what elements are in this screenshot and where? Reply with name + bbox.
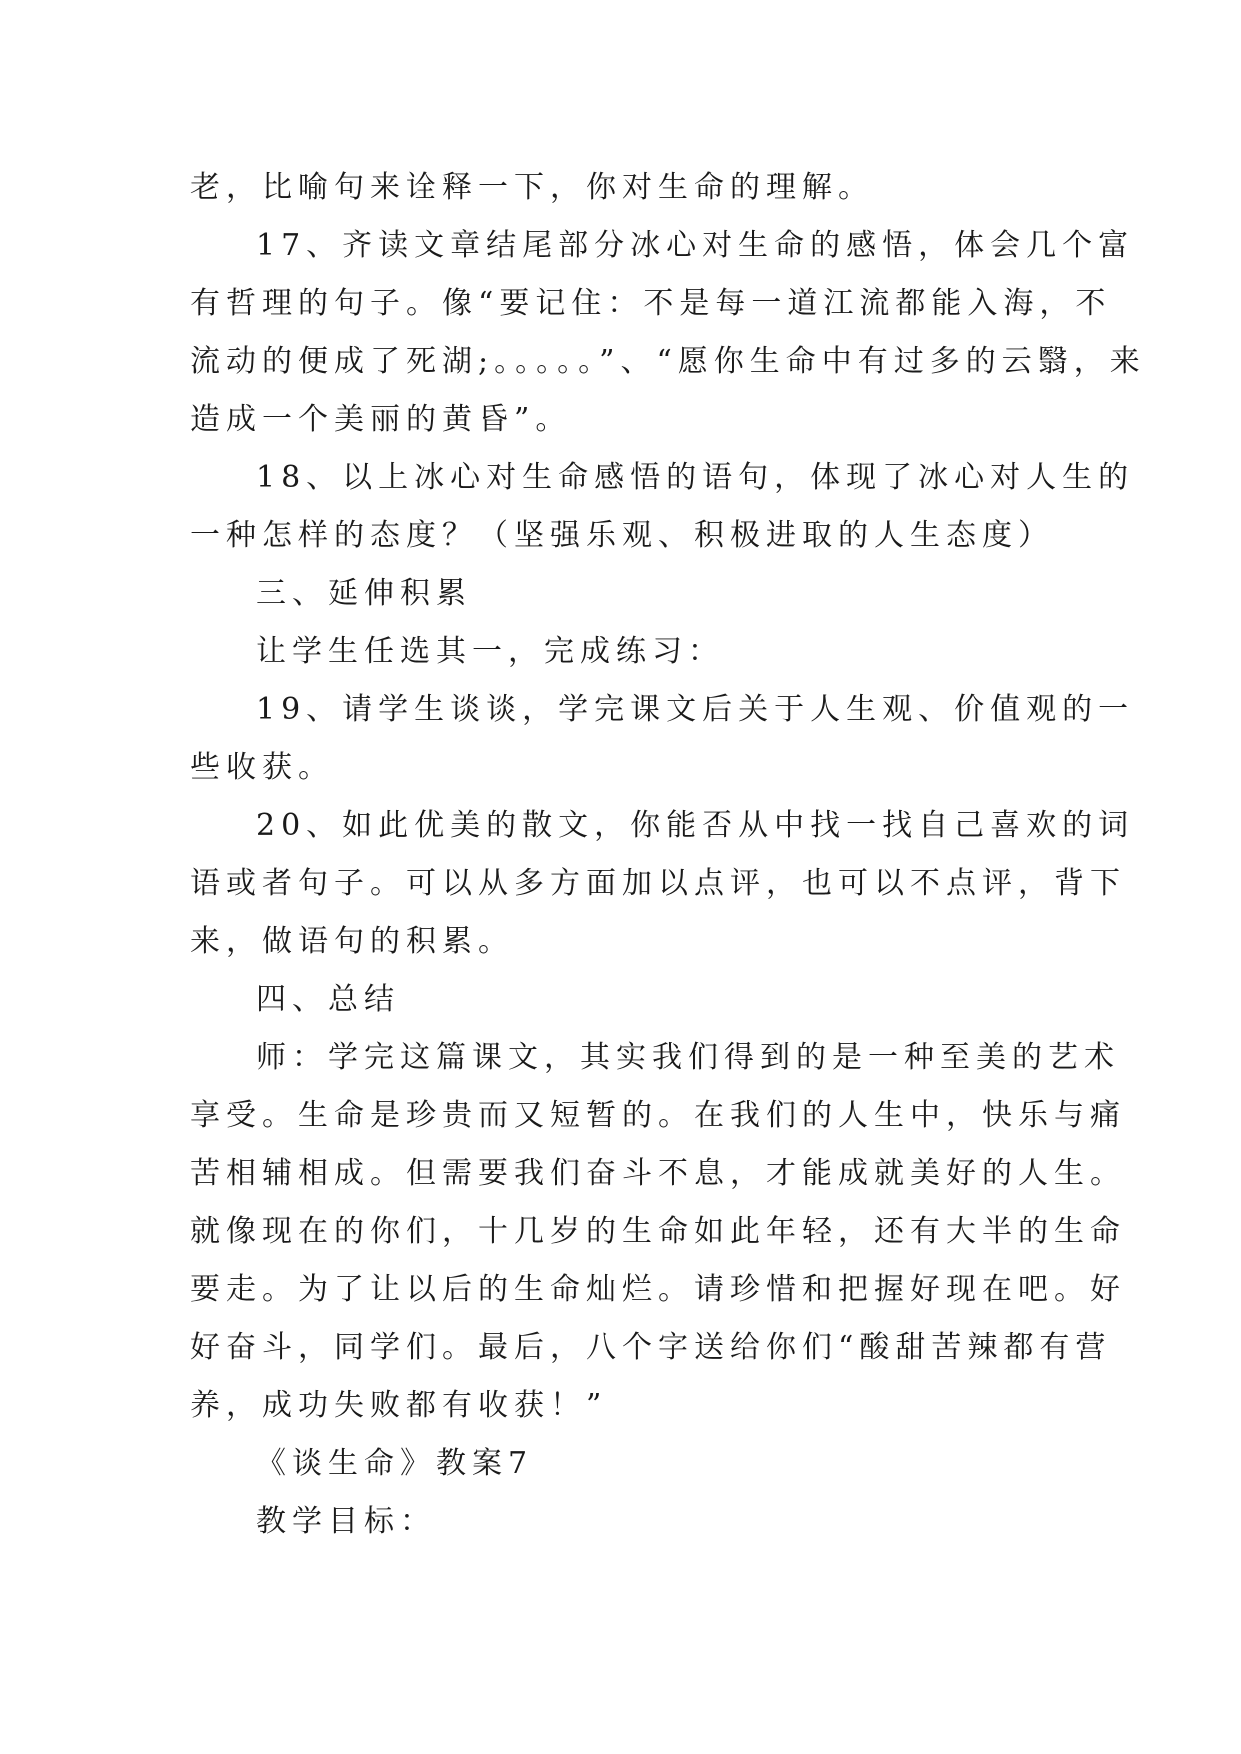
text-line: 有哲理的句子。像“要记住：不是每一道江流都能入海，不 [190, 286, 1112, 321]
text-line: 享受。生命是珍贵而又短暂的。在我们的人生中，快乐与痛 [190, 1098, 1126, 1133]
text-line: 造成一个美丽的黄昏”。 [190, 402, 572, 437]
text-line: 让学生任选其一，完成练习： [256, 634, 724, 669]
text-line: 养，成功失败都有收获！” [190, 1388, 608, 1423]
document-title: 《谈生命》教案7 [256, 1446, 534, 1481]
text-line: 18、以上冰心对生命感悟的语句，体现了冰心对人生的 [256, 460, 1135, 495]
text-line: 来，做语句的积累。 [190, 924, 514, 959]
text-line: 语或者句子。可以从多方面加以点评，也可以不点评，背下 [190, 866, 1126, 901]
text-line: 就像现在的你们，十几岁的生命如此年轻，还有大半的生命 [190, 1214, 1126, 1249]
text-line: 19、请学生谈谈，学完课文后关于人生观、价值观的一 [256, 692, 1135, 727]
text-line: 流动的便成了死湖;。。。。。”、“愿你生命中有过多的云翳，来 [190, 344, 1146, 379]
text-line: 一种怎样的态度？（坚强乐观、积极进取的人生态度） [190, 518, 1054, 553]
text-line: 好奋斗，同学们。最后，八个字送给你们“酸甜苦辣都有营 [190, 1330, 1112, 1365]
text-line: 老，比喻句来诠释一下，你对生命的理解。 [190, 170, 874, 205]
subheading: 教学目标： [256, 1504, 436, 1539]
text-line: 20、如此优美的散文，你能否从中找一找自己喜欢的词 [256, 808, 1135, 843]
section-heading: 三、延伸积累 [256, 576, 472, 611]
text-line: 17、齐读文章结尾部分冰心对生命的感悟，体会几个富 [256, 228, 1135, 263]
text-line: 要走。为了让以后的生命灿烂。请珍惜和把握好现在吧。好 [190, 1272, 1126, 1307]
section-heading: 四、总结 [256, 982, 400, 1017]
text-line: 师：学完这篇课文，其实我们得到的是一种至美的艺术 [256, 1040, 1120, 1075]
text-line: 些收获。 [190, 750, 334, 785]
text-line: 苦相辅相成。但需要我们奋斗不息，才能成就美好的人生。 [190, 1156, 1126, 1191]
